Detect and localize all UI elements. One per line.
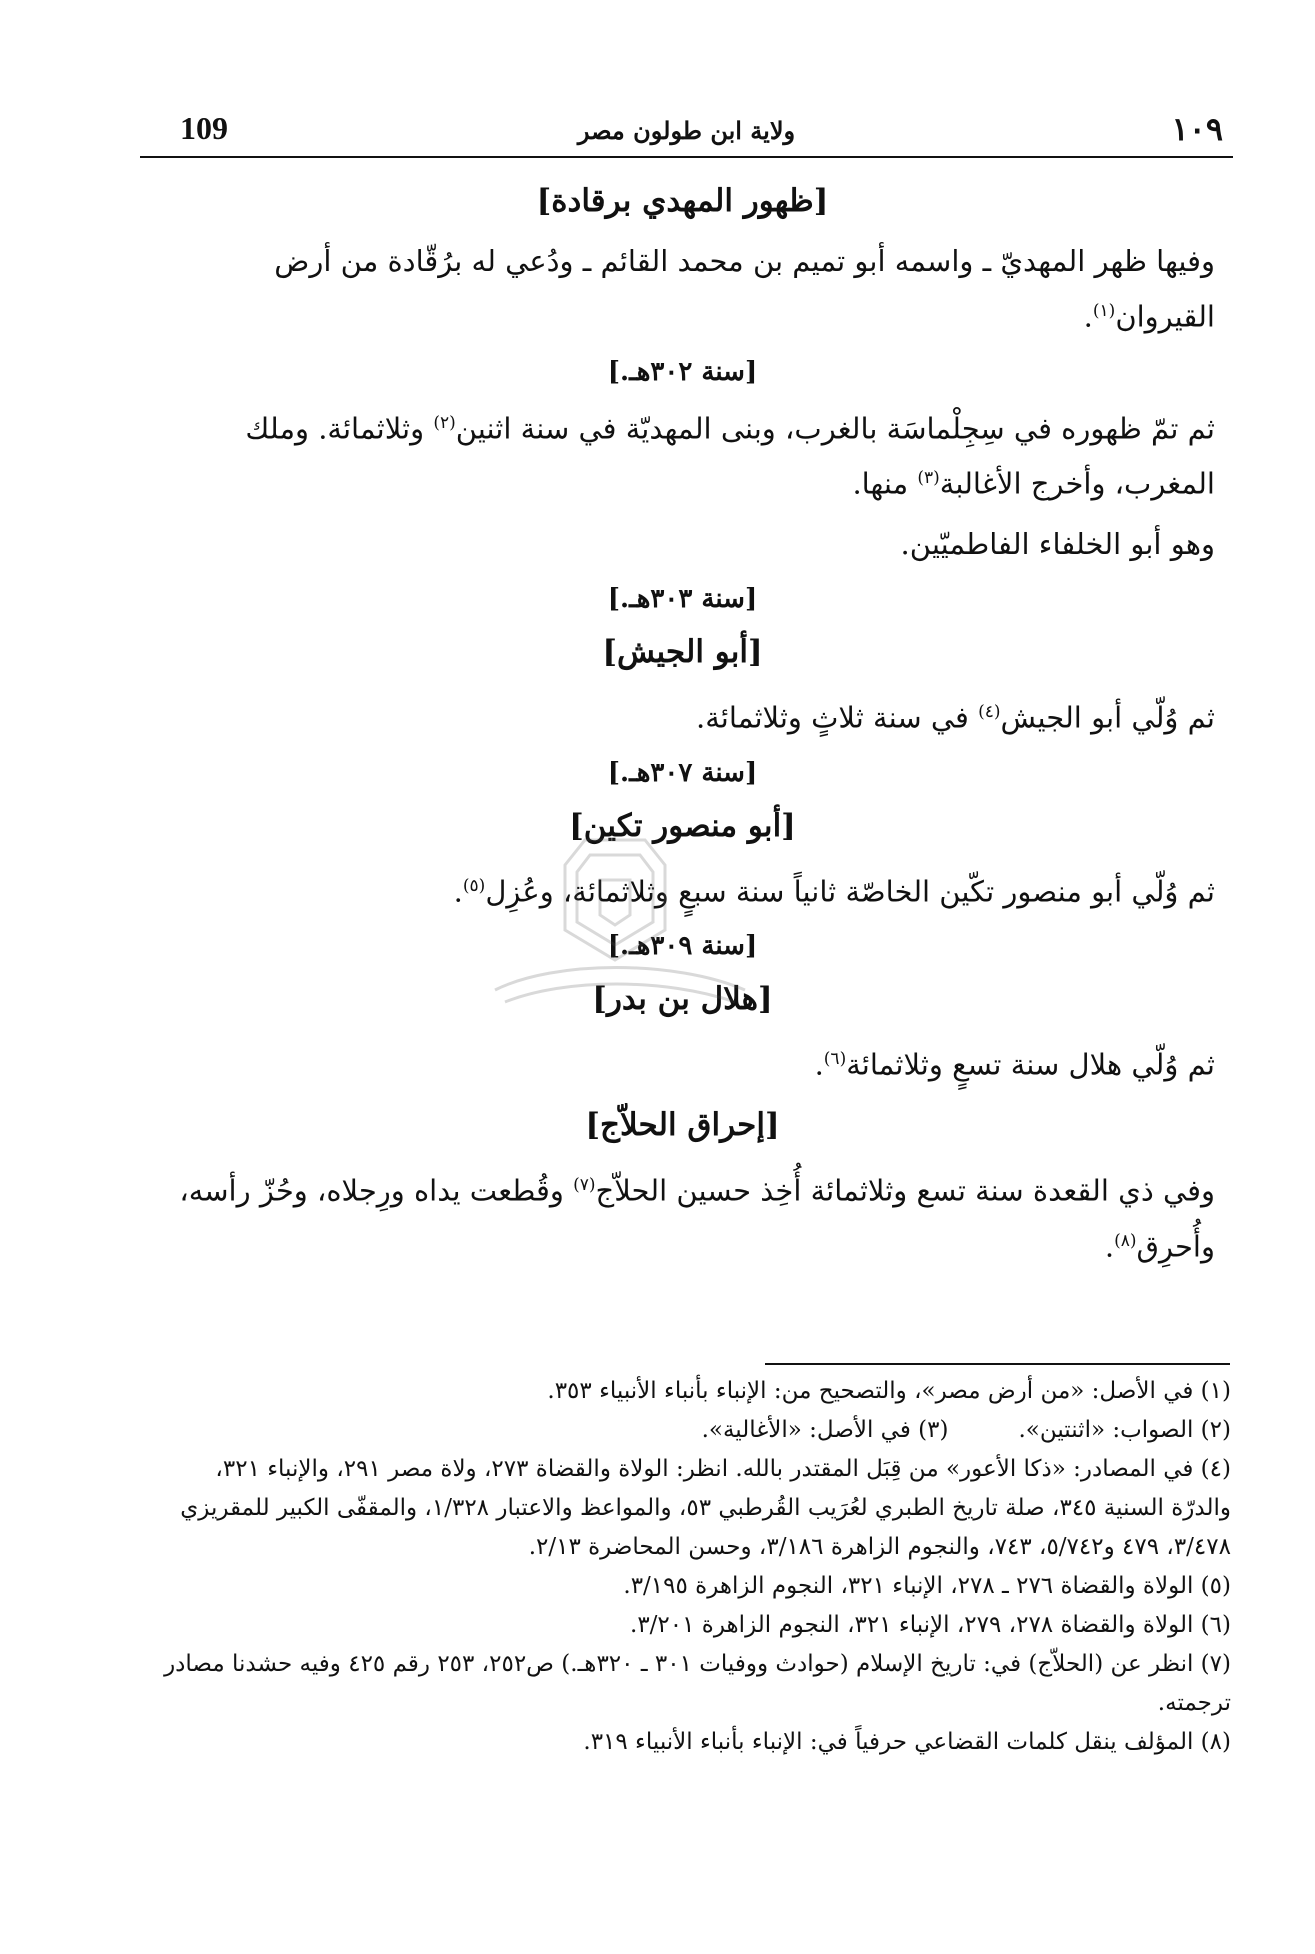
year-heading-302: [سنة ٣٠٢هـ.] — [607, 356, 758, 387]
footnote-ref-4: (٤) — [978, 701, 1001, 722]
footnote-ref-3: (٣) — [917, 468, 940, 489]
footnote-3: (٣) في الأصل: «الأغالية». — [701, 1417, 949, 1443]
paragraph-end: . — [1104, 1229, 1115, 1264]
footnote-4: (٤) في المصادر: «ذكا الأعور» من قِبَل المقتدر بالله. انظر: الولاة والقضاة ٢٧٣، ولاة مصر ٢٩١، والإنباء ٣٢١، والدرّة السنية ٣٤٥، صلة تاريخ الطبري لعُرَيب القُرطبي ٥٣، والمواعظ والاعتبار ١/٣٢٨، والمقفّى الكبير للمقريزي ٣/٤٧٨، ٤٧٩ و٥/٧٤٢، ٧٤٣، والنجوم الزاهرة ٣/١٨٦، وحسن المحاضرة ٢/١٣. — [180, 1456, 1231, 1560]
section-heading-jaysh: [أبو الجيش] — [602, 633, 763, 670]
footnote-6: (٦) الولاة والقضاة ٢٧٨، ٢٧٩، الإنباء ٣٢١، النجوم الزاهرة ٣/٢٠١. — [630, 1612, 1231, 1638]
footnote-8: (٨) المؤلف ينقل كلمات القضاعي حرفياً في: الإنباء بأنباء الأنبياء ٣١٩. — [583, 1729, 1231, 1755]
paragraph-text: ثم وُلّي أبو الجيش — [1000, 700, 1215, 735]
paragraph-end: . — [814, 1047, 824, 1082]
section-heading-hallaj: [إحراق الحلاّج] — [585, 1106, 780, 1143]
paragraph-text: وفي ذي القعدة سنة تسع وثلاثمائة أُخِذ حسين الحلاّج — [595, 1173, 1215, 1208]
footnote-7: (٧) انظر عن (الحلاّج) في: تاريخ الإسلام (حوادث ووفيات ٣٠١ ـ ٣٢٠هـ.) ص٢٥٢، ٢٥٣ رقم ٤٢٥ وفيه حشدنا مصادر ترجمته. — [164, 1651, 1231, 1716]
paragraph-end: . — [453, 874, 463, 909]
paragraph-text: وفيها ظهر المهديّ ـ واسمه أبو تميم بن محمد القائم ـ ودُعي له برُقّادة من أرض القيروان — [274, 244, 1215, 334]
year-heading-309: [سنة ٣٠٩هـ.] — [607, 931, 758, 962]
footnote-separator — [765, 1363, 1230, 1365]
running-title: ولاية ابن طولون مصر — [577, 116, 796, 145]
paragraph-text: ثم وُلّي هلال سنة تسعٍ وثلاثمائة — [846, 1047, 1215, 1082]
paragraph-end: . — [1083, 299, 1093, 334]
section-heading-mahdi: [ظهور المهدي برقادة] — [536, 183, 829, 219]
paragraph-hilal — [150, 1034, 1215, 1090]
section-heading-takin: [أبو منصور تكين] — [569, 807, 796, 844]
year-heading-303: [سنة ٣٠٣هـ.] — [607, 583, 758, 614]
page-number-latin: 109 — [180, 110, 228, 146]
paragraph-takin — [150, 861, 1215, 917]
footnote-row — [150, 1411, 1231, 1450]
main-text — [150, 168, 1215, 1281]
footnote-ref-1: (١) — [1092, 301, 1116, 321]
page-number-arabic: ١٠٩ — [1171, 110, 1223, 148]
paragraph-jaysh — [150, 687, 1215, 743]
footnote-ref-7: (٧) — [573, 1174, 596, 1195]
footnote-5: (٥) الولاة والقضاة ٢٧٦ ـ ٢٧٨، الإنباء ٣٢١، النجوم الزاهرة ٣/١٩٥. — [623, 1573, 1231, 1599]
paragraph-hallaj — [150, 1160, 1215, 1271]
paragraph-text: ثم وُلّي أبو منصور تكّين الخاصّة ثانياً سنة سبعٍ وثلاثمائة، وعُزِل — [485, 874, 1215, 909]
footnote-ref-5: (٥) — [462, 875, 486, 896]
footnote-ref-2: (٢) — [433, 412, 456, 433]
section-heading-hilal: [هلال بن بدر] — [592, 981, 773, 1018]
paragraph-text: في سنة ثلاثٍ وثلاثمائة. — [696, 700, 979, 735]
paragraph-fatimids: وهو أبو الخلفاء الفاطميّين. — [900, 526, 1215, 561]
page-header — [140, 108, 1233, 158]
paragraph-text: وقُطعت يداه ورِجلاه، وحُزّ رأسه، وأُحرِق — [179, 1173, 1215, 1264]
footnote-ref-6: (٦) — [823, 1049, 847, 1070]
year-heading-307: [سنة ٣٠٧هـ.] — [607, 757, 758, 788]
paragraph-text: وثلاثمائة. وملك المغرب، وأخرج الأغالبة — [245, 411, 1215, 501]
footnote-2: (٢) الصواب: «اثنتين». — [1018, 1417, 1231, 1443]
paragraph-text: ثم تمّ ظهوره في سِجِلْماسَة بالغرب، وبنى المهديّة في سنة اثنين — [455, 411, 1215, 446]
paragraph-302 — [150, 398, 1215, 509]
paragraph-mahdi — [150, 236, 1215, 342]
paragraph-text: منها. — [852, 466, 918, 501]
footnote-ref-8: (٨) — [1114, 1230, 1137, 1251]
footnotes — [150, 1372, 1231, 1762]
footnote-1: (١) في الأصل: «من أرض مصر»، والتصحيح من: الإنباء بأنباء الأنبياء ٣٥٣. — [547, 1378, 1231, 1404]
